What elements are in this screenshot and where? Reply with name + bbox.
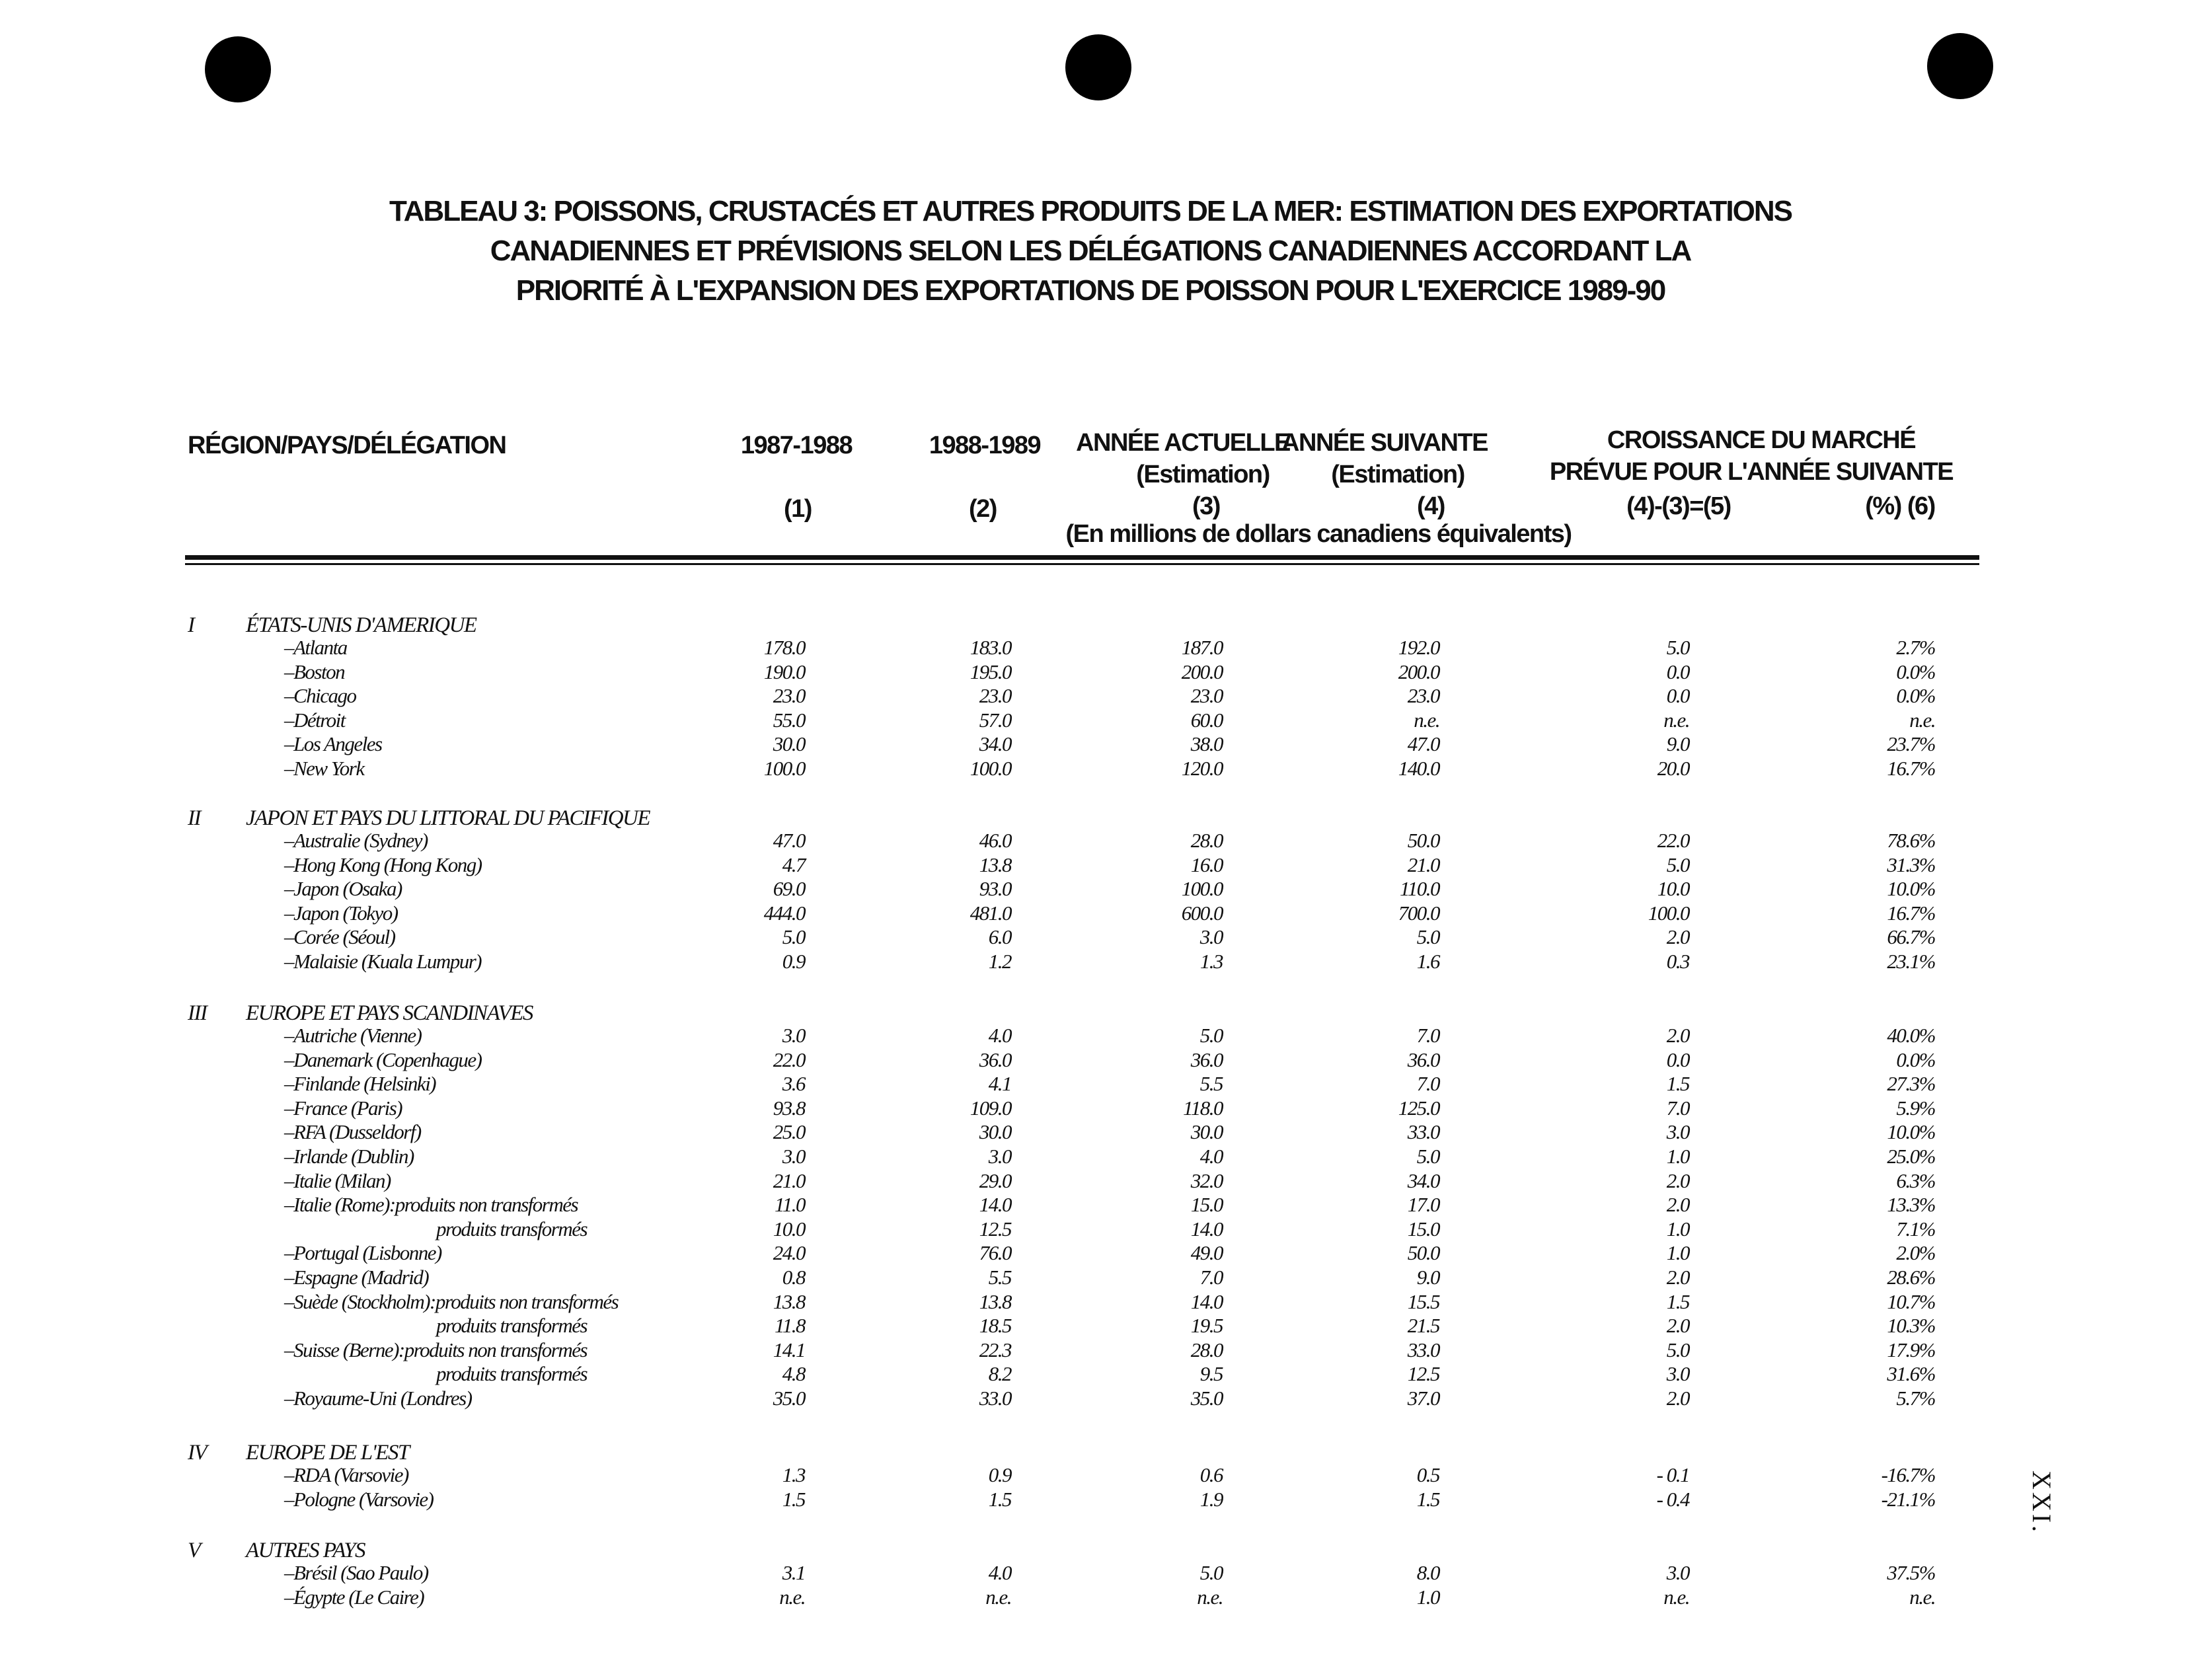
row-label: –Atlanta	[284, 636, 347, 659]
cell-col-4: 125.0	[1398, 1096, 1439, 1120]
cell-col-6: -21.1%	[1881, 1487, 1935, 1511]
row-label: –Suède (Stockholm):produits non transformés	[284, 1289, 619, 1313]
header-units: (En millions de dollars canadiens équivalents)	[1065, 520, 1572, 548]
cell-col-2: 13.8	[979, 1289, 1011, 1313]
cell-col-1: 30.0	[773, 732, 805, 756]
cell-col-3: 100.0	[1181, 877, 1223, 901]
cell-col-2: 93.0	[979, 877, 1011, 901]
cell-col-4: 200.0	[1398, 660, 1439, 683]
cell-col-6: 13.3%	[1887, 1193, 1935, 1217]
cell-col-2: 0.9	[988, 1463, 1011, 1486]
cell-col-4: 21.0	[1407, 853, 1439, 876]
table-row	[0, 901, 2206, 925]
row-label: –Chicago	[284, 684, 356, 708]
cell-col-2: 183.0	[970, 636, 1011, 659]
section-header	[0, 806, 2206, 830]
cell-col-2: 3.0	[988, 1145, 1011, 1168]
cell-col-2: 14.0	[979, 1193, 1011, 1217]
row-label: –Égypte (Le Caire)	[284, 1585, 424, 1609]
cell-col-4: 1.0	[1416, 1585, 1439, 1609]
cell-col-1: 10.0	[773, 1217, 805, 1241]
cell-col-5: 2.0	[1666, 1168, 1689, 1192]
cell-col-2: 23.0	[979, 684, 1011, 708]
row-label: –Malaisie (Kuala Lumpur)	[284, 950, 482, 973]
cell-col-4: 15.5	[1407, 1289, 1439, 1313]
table-row	[0, 829, 2206, 853]
table-row	[0, 1338, 2206, 1362]
cell-col-1: 100.0	[763, 757, 805, 780]
cell-col-4: 1.6	[1416, 950, 1439, 973]
header-num-4: (4)	[1417, 492, 1445, 520]
cell-col-4: 140.0	[1398, 757, 1439, 780]
cell-col-1: 0.9	[782, 950, 805, 973]
cell-col-5: 3.0	[1666, 1561, 1689, 1584]
cell-col-5: 3.0	[1666, 1120, 1689, 1144]
row-label: –Portugal (Lisbonne)	[284, 1241, 441, 1265]
cell-col-1: 190.0	[763, 660, 805, 683]
table-row	[0, 853, 2206, 877]
header-num-2: (2)	[969, 495, 997, 523]
header-num-1: (1)	[784, 495, 812, 523]
cell-col-6: 2.7%	[1896, 636, 1935, 659]
cell-col-5: 0.0	[1666, 684, 1689, 708]
table-row	[0, 732, 2206, 756]
cell-col-1: 444.0	[763, 901, 805, 925]
cell-col-2: 46.0	[979, 829, 1011, 852]
cell-col-5: 100.0	[1648, 901, 1689, 925]
row-label: produits transformés	[436, 1362, 588, 1386]
cell-col-3: 30.0	[1190, 1120, 1223, 1144]
cell-col-2: 57.0	[979, 708, 1011, 732]
header-num-5: (4)-(3)=(5)	[1626, 492, 1731, 520]
cell-col-3: 35.0	[1190, 1387, 1223, 1410]
cell-col-6: n.e.	[1909, 1585, 1935, 1609]
table-row	[0, 1241, 2206, 1265]
cell-col-2: 30.0	[979, 1120, 1011, 1144]
table-row	[0, 1096, 2206, 1120]
section-roman-numeral: I	[188, 613, 194, 637]
title-line-2: CANADIENNES ET PRÉVISIONS SELON LES DÉLÉGATIONS CANADIENNES ACCORDANT LA	[490, 235, 1691, 267]
cell-col-5: 3.0	[1666, 1362, 1689, 1386]
cell-col-5: - 0.4	[1656, 1487, 1689, 1511]
binder-hole-left	[205, 36, 271, 102]
section-header	[0, 1441, 2206, 1465]
cell-col-4: 21.5	[1407, 1314, 1439, 1338]
cell-col-6: 10.3%	[1887, 1314, 1935, 1338]
cell-col-1: 3.0	[782, 1145, 805, 1168]
section-header	[0, 613, 2206, 637]
cell-col-2: 100.0	[970, 757, 1011, 780]
cell-col-6: 7.1%	[1896, 1217, 1935, 1241]
header-num-6: (%) (6)	[1865, 492, 1935, 520]
table-row	[0, 1217, 2206, 1241]
cell-col-5: 9.0	[1666, 732, 1689, 756]
cell-col-5: 1.5	[1666, 1072, 1689, 1096]
cell-col-4: 50.0	[1407, 1241, 1439, 1265]
section-roman-numeral: II	[188, 806, 200, 830]
cell-col-1: 0.8	[782, 1266, 805, 1289]
cell-col-4: 17.0	[1407, 1193, 1439, 1217]
row-label: –Boston	[284, 660, 345, 683]
cell-col-6: 31.3%	[1887, 853, 1935, 876]
cell-col-6: 6.3%	[1896, 1168, 1935, 1192]
cell-col-4: 33.0	[1407, 1338, 1439, 1361]
cell-col-4: 5.0	[1416, 1145, 1439, 1168]
row-label: –RFA (Dusseldorf)	[284, 1120, 421, 1144]
header-num-3: (3)	[1192, 492, 1220, 520]
margin-note: XXI.	[2026, 1470, 2057, 1535]
cell-col-4: 1.5	[1416, 1487, 1439, 1511]
row-label: –Australie (Sydney)	[284, 829, 428, 852]
cell-col-6: 27.3%	[1887, 1072, 1935, 1096]
cell-col-3: 28.0	[1190, 1338, 1223, 1361]
section-roman-numeral: V	[188, 1539, 200, 1562]
cell-col-1: 178.0	[763, 636, 805, 659]
section-name: EUROPE ET PAYS SCANDINAVES	[246, 1001, 533, 1025]
table-row	[0, 1362, 2206, 1386]
cell-col-5: n.e.	[1663, 708, 1689, 732]
cell-col-5: 0.0	[1666, 1048, 1689, 1071]
table-row	[0, 1145, 2206, 1168]
cell-col-1: 1.3	[782, 1463, 805, 1486]
cell-col-4: 33.0	[1407, 1120, 1439, 1144]
cell-col-4: n.e.	[1414, 708, 1439, 732]
cell-col-6: 10.0%	[1887, 877, 1935, 901]
cell-col-1: 11.8	[775, 1314, 805, 1338]
cell-col-4: 7.0	[1416, 1024, 1439, 1047]
cell-col-4: 15.0	[1407, 1217, 1439, 1241]
cell-col-1: 11.0	[775, 1193, 805, 1217]
cell-col-1: 93.8	[773, 1096, 805, 1120]
cell-col-2: 1.5	[988, 1487, 1011, 1511]
cell-col-5: 7.0	[1666, 1096, 1689, 1120]
cell-col-4: 36.0	[1407, 1048, 1439, 1071]
cell-col-1: 13.8	[773, 1289, 805, 1313]
cell-col-4: 5.0	[1416, 925, 1439, 949]
cell-col-2: 4.0	[988, 1561, 1011, 1584]
cell-col-2: 12.5	[979, 1217, 1011, 1241]
header-annee-suivante-estimation: (Estimation)	[1331, 461, 1464, 488]
header-annee-actuelle-estimation: (Estimation)	[1136, 461, 1270, 488]
table-row	[0, 1387, 2206, 1410]
cell-col-3: n.e.	[1197, 1585, 1223, 1609]
cell-col-3: 4.0	[1199, 1145, 1223, 1168]
cell-col-5: 5.0	[1666, 636, 1689, 659]
row-label: –New York	[284, 757, 364, 780]
cell-col-3: 3.0	[1199, 925, 1223, 949]
cell-col-6: 2.0%	[1896, 1241, 1935, 1265]
cell-col-6: 10.7%	[1887, 1289, 1935, 1313]
cell-col-5: 2.0	[1666, 1193, 1689, 1217]
table-row	[0, 708, 2206, 732]
header-annee-actuelle: ANNÉE ACTUELLE	[1076, 429, 1290, 457]
cell-col-6: 0.0%	[1896, 660, 1935, 683]
cell-col-3: 38.0	[1190, 732, 1223, 756]
cell-col-2: 481.0	[970, 901, 1011, 925]
cell-col-3: 23.0	[1190, 684, 1223, 708]
row-label: –Finlande (Helsinki)	[284, 1072, 436, 1096]
table-row	[0, 1463, 2206, 1487]
cell-col-4: 47.0	[1407, 732, 1439, 756]
cell-col-3: 19.5	[1190, 1314, 1223, 1338]
row-label: –Italie (Milan)	[284, 1168, 391, 1192]
cell-col-5: 1.0	[1666, 1145, 1689, 1168]
table-row	[0, 757, 2206, 781]
cell-col-6: 23.7%	[1887, 732, 1935, 756]
cell-col-2: 33.0	[979, 1387, 1011, 1410]
cell-col-2: 36.0	[979, 1048, 1011, 1071]
table-row	[0, 1314, 2206, 1338]
cell-col-1: 69.0	[773, 877, 805, 901]
cell-col-3: 5.5	[1199, 1072, 1223, 1096]
cell-col-1: 5.0	[782, 925, 805, 949]
cell-col-5: 5.0	[1666, 1338, 1689, 1361]
cell-col-4: 700.0	[1398, 901, 1439, 925]
cell-col-4: 12.5	[1407, 1362, 1439, 1386]
cell-col-1: 3.6	[782, 1072, 805, 1096]
row-label: produits transformés	[436, 1217, 588, 1241]
table-row	[0, 636, 2206, 660]
cell-col-4: 34.0	[1407, 1168, 1439, 1192]
cell-col-2: 8.2	[988, 1362, 1011, 1386]
cell-col-6: 40.0%	[1887, 1024, 1935, 1047]
table-row	[0, 1169, 2206, 1193]
cell-col-6: 37.5%	[1887, 1561, 1935, 1584]
cell-col-5: 2.0	[1666, 1387, 1689, 1410]
cell-col-3: 15.0	[1190, 1193, 1223, 1217]
section-header	[0, 1539, 2206, 1562]
table-row	[0, 1488, 2206, 1511]
cell-col-2: 6.0	[988, 925, 1011, 949]
table-title	[198, 192, 1983, 311]
cell-col-4: 7.0	[1416, 1072, 1439, 1096]
header-region: RÉGION/PAYS/DÉLÉGATION	[188, 432, 506, 459]
header-rule-thin	[185, 563, 1979, 565]
cell-col-3: 14.0	[1190, 1289, 1223, 1313]
cell-col-1: 21.0	[773, 1168, 805, 1192]
table-row	[0, 1024, 2206, 1048]
cell-col-1: 23.0	[773, 684, 805, 708]
cell-col-6: 66.7%	[1887, 925, 1935, 949]
cell-col-3: 7.0	[1199, 1266, 1223, 1289]
cell-col-2: 13.8	[979, 853, 1011, 876]
cell-col-3: 28.0	[1190, 829, 1223, 852]
cell-col-5: - 0.1	[1656, 1463, 1689, 1486]
cell-col-4: 8.0	[1416, 1561, 1439, 1584]
cell-col-6: 5.9%	[1896, 1096, 1935, 1120]
table-row	[0, 1120, 2206, 1144]
cell-col-2: 34.0	[979, 732, 1011, 756]
cell-col-2: 22.3	[979, 1338, 1011, 1361]
header-croissance-line-1: CROISSANCE DU MARCHÉ	[1607, 426, 1916, 454]
table-row	[0, 950, 2206, 974]
cell-col-1: 3.0	[782, 1024, 805, 1047]
row-label: –Suisse (Berne):produits non transformés	[284, 1338, 588, 1361]
cell-col-3: 16.0	[1190, 853, 1223, 876]
cell-col-3: 32.0	[1190, 1168, 1223, 1192]
table-row	[0, 1266, 2206, 1289]
title-line-3: PRIORITÉ À L'EXPANSION DES EXPORTATIONS DE POISSON POUR L'EXERCICE 1989-90	[515, 274, 1665, 307]
cell-col-6: 0.0%	[1896, 684, 1935, 708]
cell-col-5: 20.0	[1657, 757, 1689, 780]
cell-col-1: 14.1	[773, 1338, 805, 1361]
title-line-1: TABLEAU 3: POISSONS, CRUSTACÉS ET AUTRES PRODUITS DE LA MER: ESTIMATION DES EXPORTATIONS	[389, 195, 1792, 227]
row-label: –Brésil (Sao Paulo)	[284, 1561, 428, 1584]
cell-col-3: 36.0	[1190, 1048, 1223, 1071]
header-croissance-line-2: PRÉVUE POUR L'ANNÉE SUIVANTE	[1549, 458, 1954, 486]
binder-hole-right	[1927, 33, 1993, 99]
section-name: AUTRES PAYS	[246, 1539, 365, 1562]
cell-col-1: n.e.	[779, 1585, 805, 1609]
row-label: –Danemark (Copenhague)	[284, 1048, 482, 1071]
cell-col-2: 29.0	[979, 1168, 1011, 1192]
cell-col-3: 49.0	[1190, 1241, 1223, 1265]
header-1987-1988: 1987-1988	[740, 432, 853, 459]
header-rule-thick	[185, 555, 1979, 560]
table-row	[0, 1561, 2206, 1585]
section-roman-numeral: IV	[188, 1441, 207, 1465]
cell-col-6: 17.9%	[1887, 1338, 1935, 1361]
row-label: –Détroit	[284, 708, 345, 732]
cell-col-6: 25.0%	[1887, 1145, 1935, 1168]
cell-col-3: 1.9	[1199, 1487, 1223, 1511]
cell-col-2: 18.5	[979, 1314, 1011, 1338]
row-label: –Royaume-Uni (Londres)	[284, 1387, 472, 1410]
cell-col-3: 9.5	[1199, 1362, 1223, 1386]
cell-col-4: 23.0	[1407, 684, 1439, 708]
row-label: produits transformés	[436, 1314, 588, 1338]
cell-col-5: 22.0	[1657, 829, 1689, 852]
section-header	[0, 1001, 2206, 1025]
table-row	[0, 1072, 2206, 1096]
cell-col-6: 28.6%	[1887, 1266, 1935, 1289]
cell-col-3: 120.0	[1181, 757, 1223, 780]
cell-col-1: 55.0	[773, 708, 805, 732]
row-label: –Pologne (Varsovie)	[284, 1487, 434, 1511]
cell-col-3: 0.6	[1199, 1463, 1223, 1486]
cell-col-5: 0.0	[1666, 660, 1689, 683]
cell-col-6: 78.6%	[1887, 829, 1935, 852]
cell-col-1: 3.1	[782, 1561, 805, 1584]
binder-hole-center	[1065, 34, 1131, 100]
cell-col-2: 195.0	[970, 660, 1011, 683]
cell-col-1: 47.0	[773, 829, 805, 852]
row-label: –France (Paris)	[284, 1096, 402, 1120]
row-label: –Italie (Rome):produits non transformés	[284, 1193, 578, 1217]
cell-col-4: 0.5	[1416, 1463, 1439, 1486]
cell-col-4: 110.0	[1400, 877, 1439, 901]
cell-col-6: -16.7%	[1881, 1463, 1935, 1486]
table-row	[0, 925, 2206, 949]
header-annee-suivante: ANNÉE SUIVANTE	[1281, 429, 1488, 457]
cell-col-5: 1.0	[1666, 1217, 1689, 1241]
row-label: –Japon (Tokyo)	[284, 901, 398, 925]
cell-col-1: 1.5	[782, 1487, 805, 1511]
table-row	[0, 1290, 2206, 1314]
table-row	[0, 877, 2206, 901]
cell-col-2: 4.0	[988, 1024, 1011, 1047]
section-name: EUROPE DE L'EST	[246, 1441, 409, 1465]
cell-col-6: 16.7%	[1887, 757, 1935, 780]
row-label: –Los Angeles	[284, 732, 382, 756]
cell-col-6: 0.0%	[1896, 1048, 1935, 1071]
row-label: –Irlande (Dublin)	[284, 1145, 414, 1168]
section-name: JAPON ET PAYS DU LITTORAL DU PACIFIQUE	[246, 806, 650, 830]
row-label: –Espagne (Madrid)	[284, 1266, 429, 1289]
cell-col-3: 5.0	[1199, 1024, 1223, 1047]
header-1988-1989: 1988-1989	[929, 432, 1041, 459]
cell-col-3: 187.0	[1181, 636, 1223, 659]
cell-col-2: 76.0	[979, 1241, 1011, 1265]
cell-col-2: 4.1	[988, 1072, 1011, 1096]
table-row	[0, 1585, 2206, 1609]
cell-col-5: 5.0	[1666, 853, 1689, 876]
cell-col-3: 200.0	[1181, 660, 1223, 683]
cell-col-6: 16.7%	[1887, 901, 1935, 925]
cell-col-5: 2.0	[1666, 925, 1689, 949]
cell-col-4: 192.0	[1398, 636, 1439, 659]
cell-col-2: 109.0	[970, 1096, 1011, 1120]
row-label: –RDA (Varsovie)	[284, 1463, 408, 1486]
table-row	[0, 1048, 2206, 1072]
cell-col-2: 5.5	[988, 1266, 1011, 1289]
cell-col-6: 23.1%	[1887, 950, 1935, 973]
cell-col-2: 1.2	[988, 950, 1011, 973]
cell-col-5: 1.5	[1666, 1289, 1689, 1313]
cell-col-1: 25.0	[773, 1120, 805, 1144]
cell-col-6: 10.0%	[1887, 1120, 1935, 1144]
row-label: –Corée (Séoul)	[284, 925, 395, 949]
cell-col-3: 60.0	[1190, 708, 1223, 732]
row-label: –Japon (Osaka)	[284, 877, 402, 901]
cell-col-3: 600.0	[1181, 901, 1223, 925]
row-label: –Hong Kong (Hong Kong)	[284, 853, 482, 876]
cell-col-6: 5.7%	[1896, 1387, 1935, 1410]
cell-col-5: 0.3	[1666, 950, 1689, 973]
cell-col-5: 2.0	[1666, 1024, 1689, 1047]
table-row	[0, 660, 2206, 684]
cell-col-3: 1.3	[1199, 950, 1223, 973]
cell-col-4: 9.0	[1416, 1266, 1439, 1289]
cell-col-4: 37.0	[1407, 1387, 1439, 1410]
cell-col-6: n.e.	[1909, 708, 1935, 732]
row-label: –Autriche (Vienne)	[284, 1024, 422, 1047]
section-name: ÉTATS-UNIS D'AMERIQUE	[246, 613, 476, 637]
cell-col-1: 4.8	[782, 1362, 805, 1386]
cell-col-5: n.e.	[1663, 1585, 1689, 1609]
cell-col-3: 14.0	[1190, 1217, 1223, 1241]
cell-col-1: 24.0	[773, 1241, 805, 1265]
table-row	[0, 684, 2206, 708]
cell-col-1: 4.7	[782, 853, 805, 876]
section-roman-numeral: III	[188, 1001, 207, 1025]
cell-col-5: 1.0	[1666, 1241, 1689, 1265]
cell-col-4: 50.0	[1407, 829, 1439, 852]
cell-col-1: 35.0	[773, 1387, 805, 1410]
cell-col-1: 22.0	[773, 1048, 805, 1071]
cell-col-5: 2.0	[1666, 1314, 1689, 1338]
cell-col-5: 2.0	[1666, 1266, 1689, 1289]
cell-col-3: 5.0	[1199, 1561, 1223, 1584]
cell-col-2: n.e.	[985, 1585, 1011, 1609]
cell-col-3: 118.0	[1183, 1096, 1223, 1120]
cell-col-5: 10.0	[1657, 877, 1689, 901]
cell-col-6: 31.6%	[1887, 1362, 1935, 1386]
table-row	[0, 1193, 2206, 1217]
